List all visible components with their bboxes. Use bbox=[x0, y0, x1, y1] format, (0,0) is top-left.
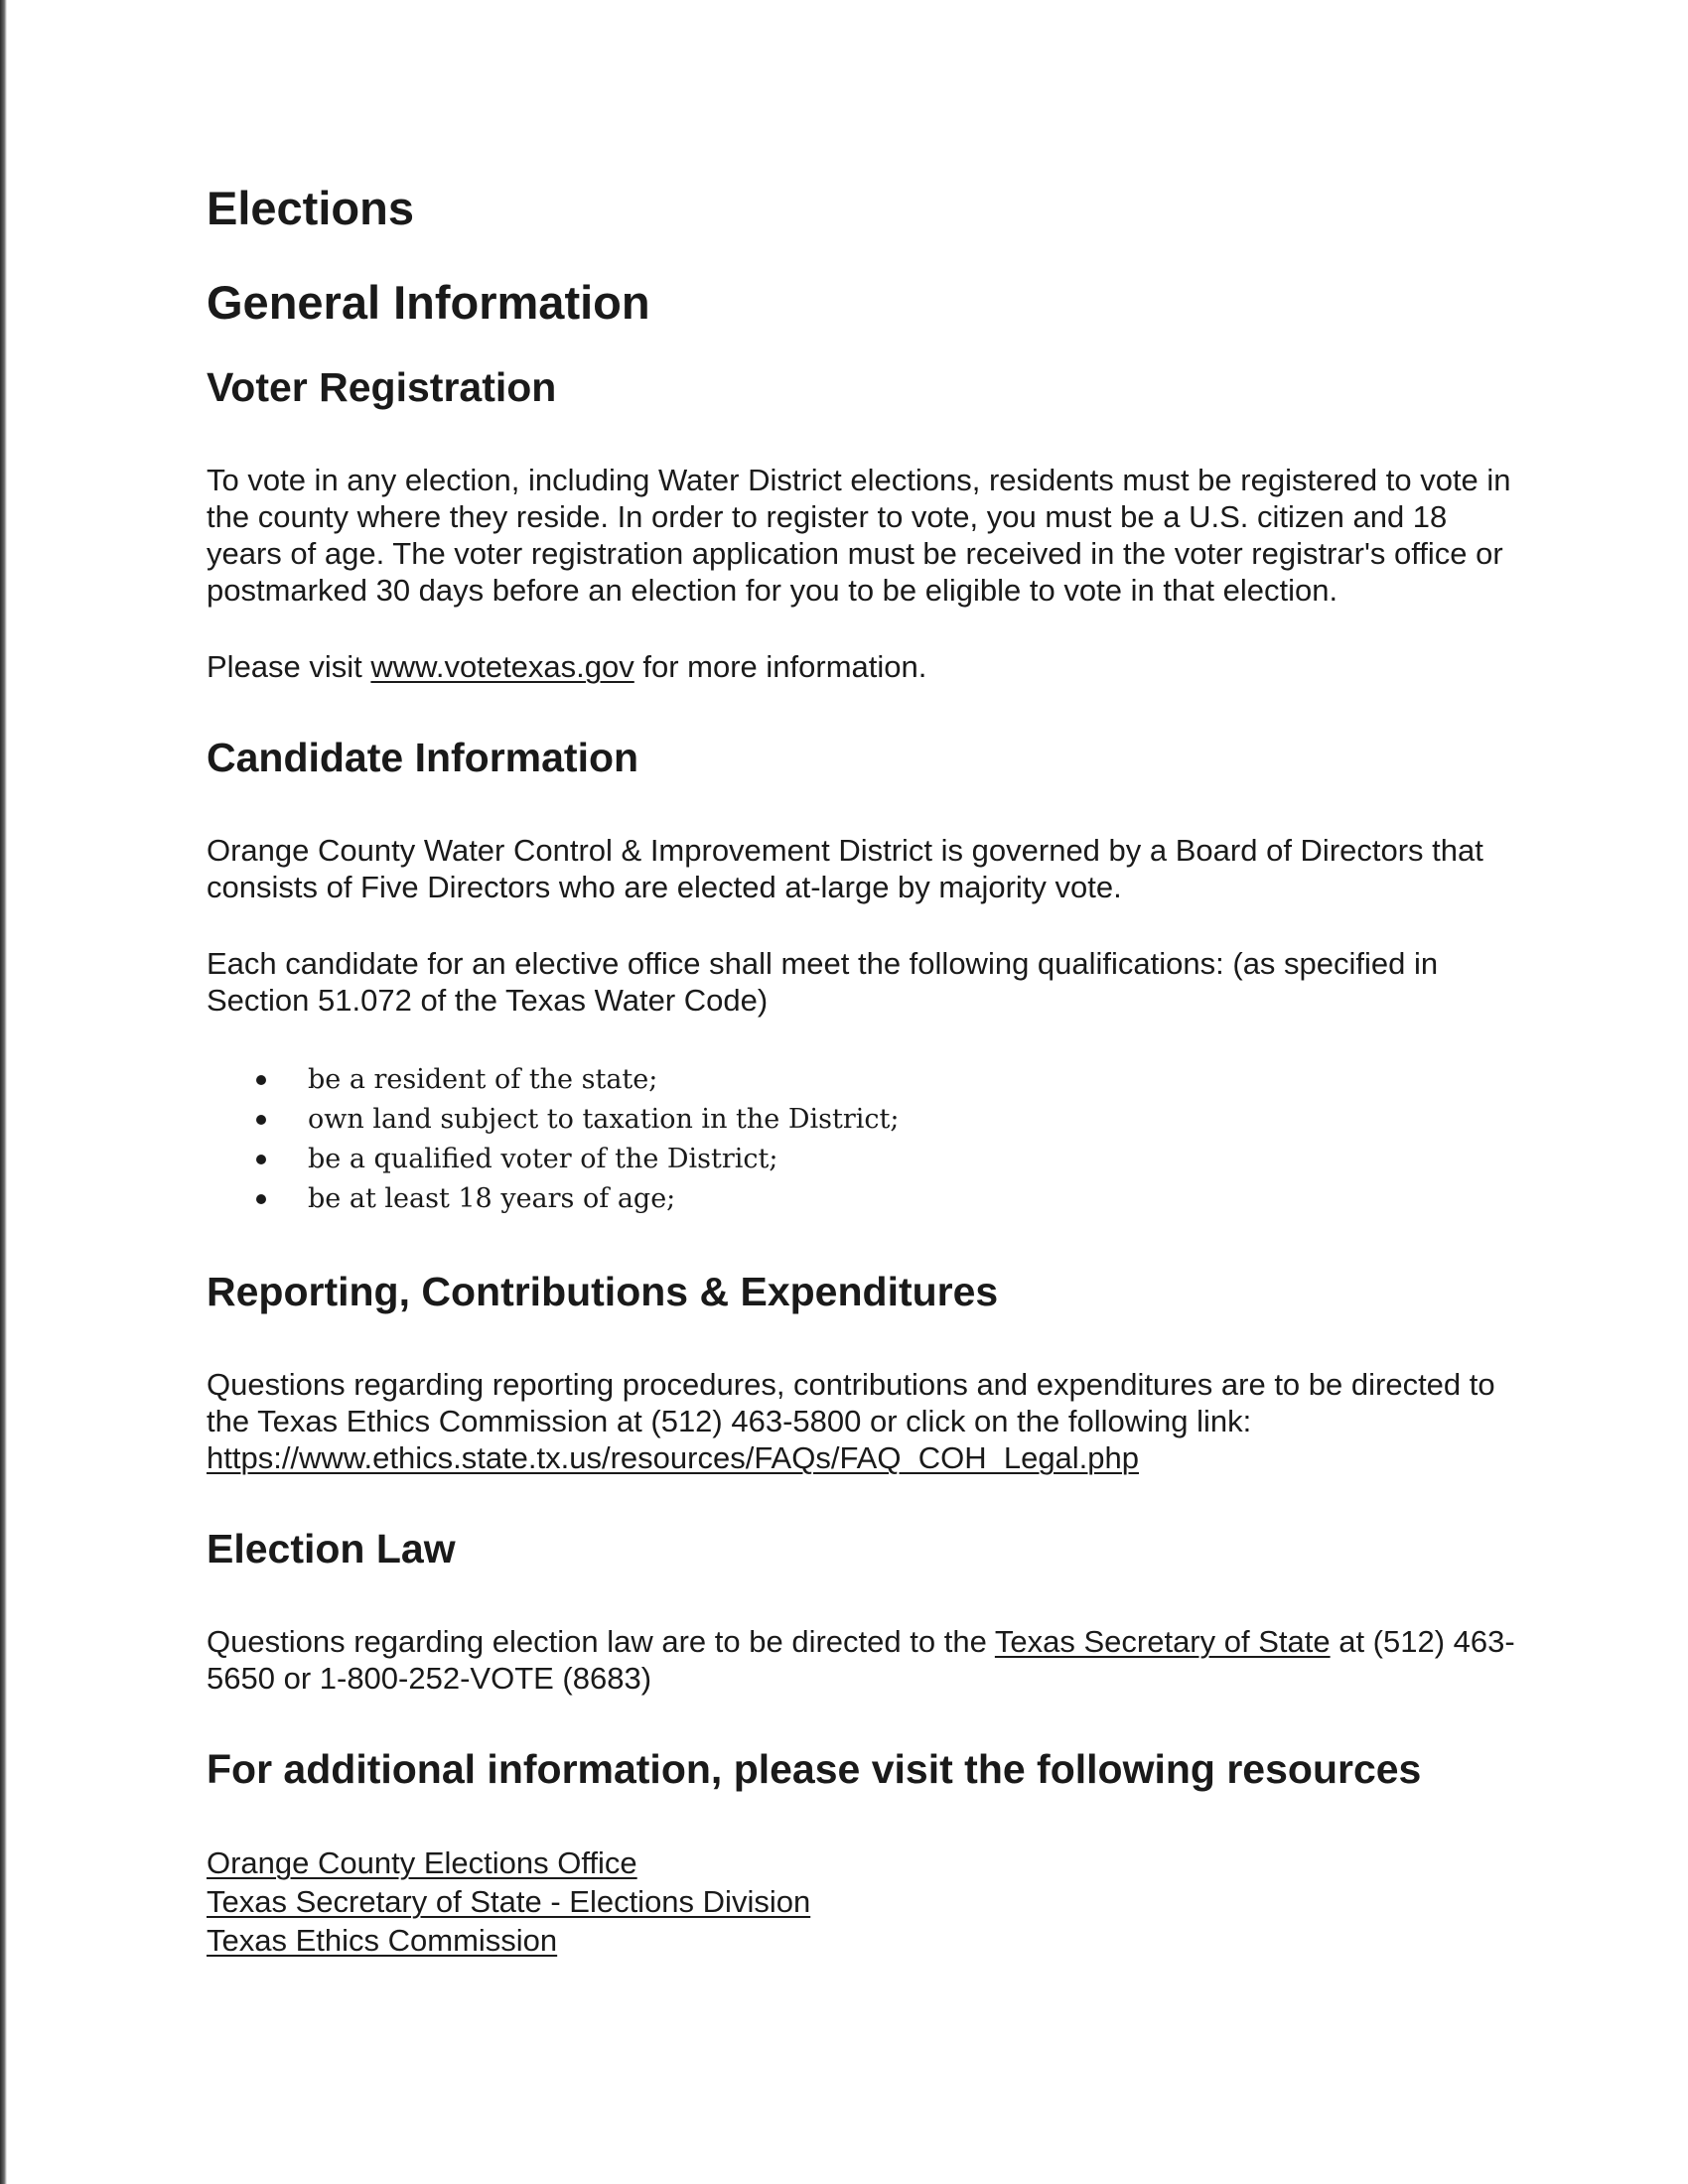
reporting-section bbox=[207, 1267, 1517, 1476]
resource-link-line bbox=[207, 1843, 1517, 1882]
bullet-icon bbox=[256, 1155, 266, 1164]
resource-link-line bbox=[207, 1882, 1517, 1921]
votetexas-link[interactable]: www.votetexas.gov bbox=[370, 649, 634, 684]
candidate-qualifications-intro: Each candidate for an elective office shall meet the following qualifications: (as specified in Section 51.072 of the Texas Water Code) bbox=[207, 946, 1439, 1018]
ethics-faq-link[interactable]: https://www.ethics.state.tx.us/resources/FAQs/FAQ_COH_Legal.php bbox=[207, 1440, 1140, 1475]
document-body bbox=[207, 179, 1517, 1960]
voter-registration-paragraph: To vote in any election, including Water District elections, residents must be registered to vote in the county where they reside. In order to register to vote, you must be a U.S. citizen and 18 years of age. The voter registration application must be received in the voter registrar's office or postmarked 30 days before an election for you to be eligible to vote in that election. bbox=[207, 463, 1511, 608]
election-law-paragraph bbox=[207, 1623, 1517, 1697]
sos-elections-division-link[interactable]: Texas Secretary of State - Elections Division bbox=[207, 1884, 811, 1919]
bullet-icon bbox=[256, 1115, 266, 1125]
bullet-icon bbox=[256, 1194, 266, 1204]
list-item bbox=[256, 1140, 1517, 1179]
bullet-icon bbox=[256, 1075, 266, 1085]
qualifications-list bbox=[207, 1060, 1517, 1219]
orange-county-elections-link[interactable]: Orange County Elections Office bbox=[207, 1845, 637, 1880]
qualification-text: be a resident of the state; bbox=[308, 1064, 658, 1095]
election-law-section bbox=[207, 1524, 1517, 1697]
resource-link-line bbox=[207, 1921, 1517, 1960]
qualification-text: be a qualified voter of the District; bbox=[308, 1144, 778, 1174]
reporting-paragraph bbox=[207, 1366, 1517, 1476]
texas-ethics-commission-link[interactable]: Texas Ethics Commission bbox=[207, 1923, 558, 1958]
qualification-text: own land subject to taxation in the District; bbox=[308, 1104, 900, 1135]
reporting-heading: Reporting, Contributions & Expenditures bbox=[207, 1269, 999, 1314]
candidate-information-heading: Candidate Information bbox=[207, 735, 639, 780]
visit-votetexas-line bbox=[207, 648, 1517, 685]
candidate-information-section bbox=[207, 733, 1517, 1219]
candidate-board-paragraph: Orange County Water Control & Improvement District is governed by a Board of Directors that consists of Five Directors who are elected at-large by majority vote. bbox=[207, 833, 1483, 904]
visit-prefix: Please visit bbox=[207, 649, 371, 684]
qualification-text: be at least 18 years of age; bbox=[308, 1183, 676, 1214]
resources-heading: For additional information, please visit the following resources bbox=[207, 1746, 1422, 1792]
page-subtitle: General Information bbox=[207, 276, 650, 329]
page-title: Elections bbox=[207, 182, 414, 234]
visit-suffix: for more information. bbox=[633, 649, 927, 684]
reporting-text: Questions regarding reporting procedures, contributions and expenditures are to be directed to the Texas Ethics Commission at (512) 463-5800 or click on the following link: bbox=[207, 1367, 1495, 1438]
voter-registration-section bbox=[207, 362, 1517, 685]
voter-registration-heading: Voter Registration bbox=[207, 364, 557, 410]
page-edge bbox=[0, 0, 7, 2184]
election-law-heading: Election Law bbox=[207, 1526, 456, 1571]
list-item bbox=[256, 1179, 1517, 1219]
election-law-suffix: at (512) 463-5650 or 1-800-252-VOTE (8683) bbox=[207, 1624, 1515, 1696]
list-item bbox=[256, 1100, 1517, 1140]
secretary-of-state-link[interactable]: Texas Secretary of State bbox=[994, 1624, 1331, 1659]
election-law-prefix: Questions regarding election law are to be directed to the bbox=[207, 1624, 995, 1659]
resources-section bbox=[207, 1744, 1517, 1960]
list-item bbox=[256, 1060, 1517, 1100]
